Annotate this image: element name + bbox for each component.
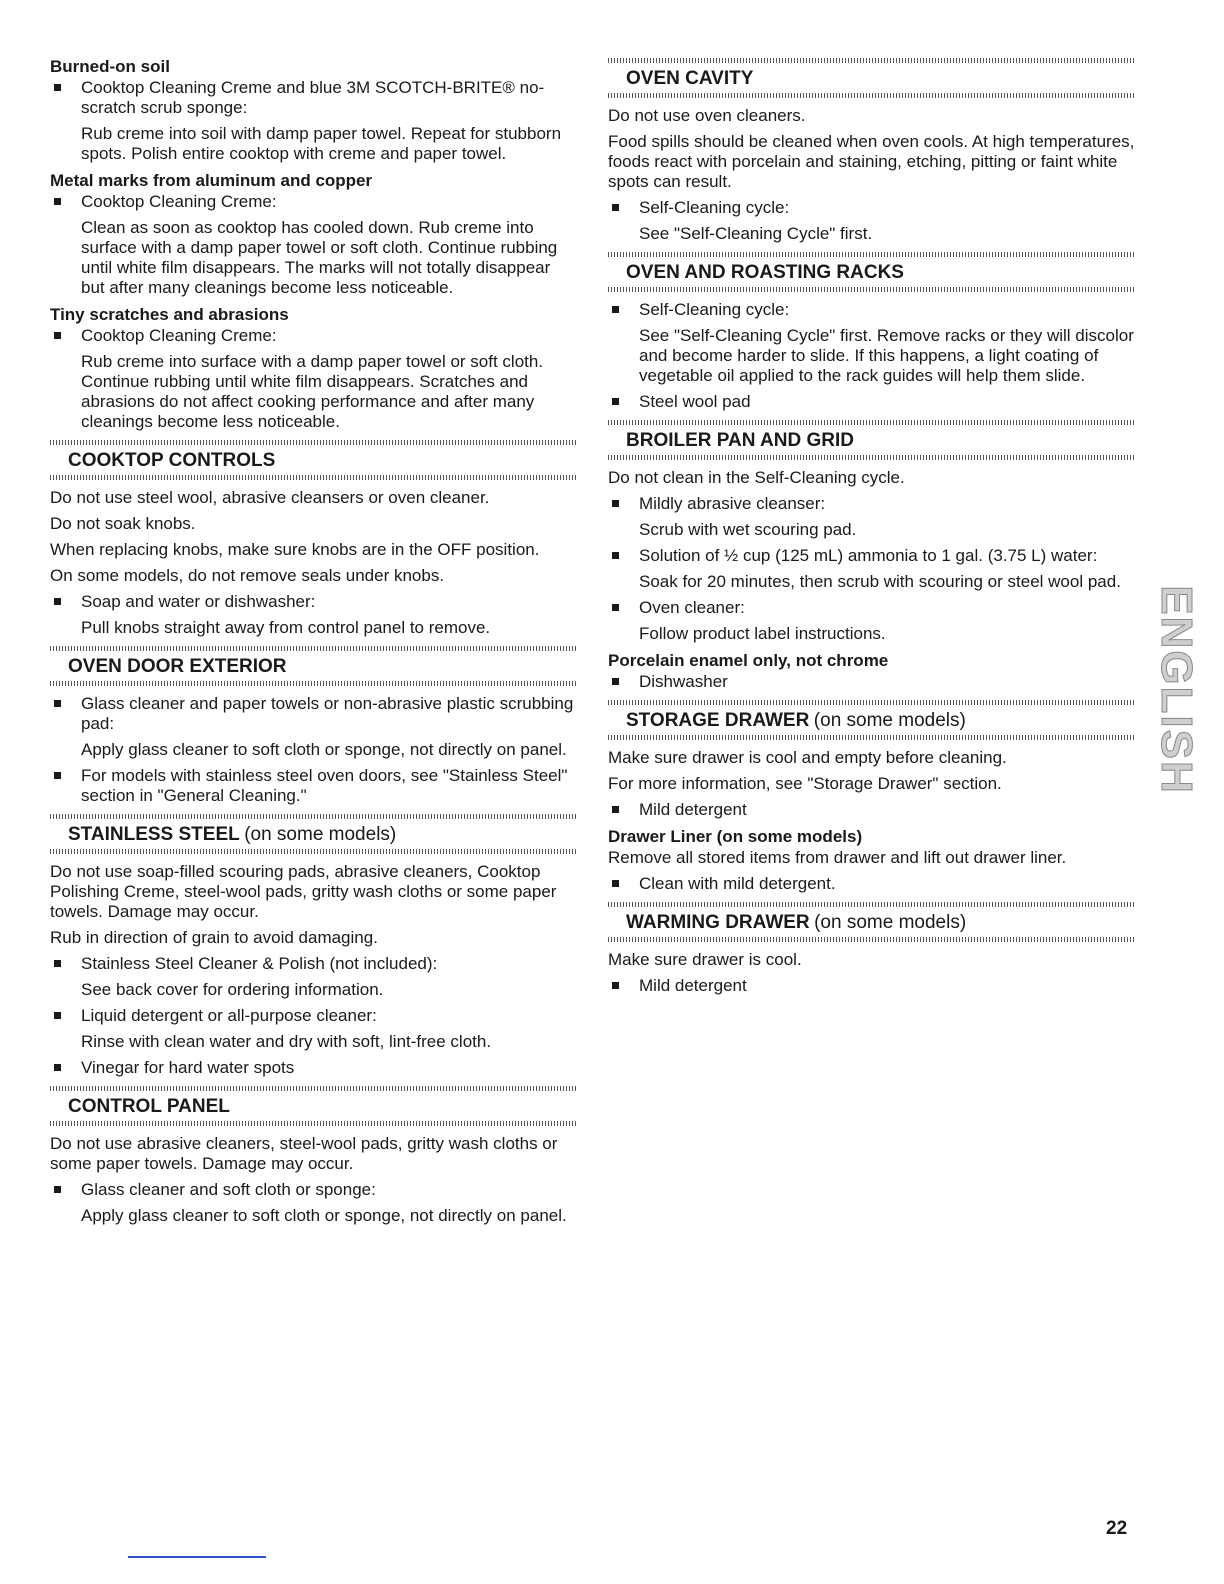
storage-section bbox=[608, 700, 1136, 894]
paragraph: On some models, do not remove seals under knobs. bbox=[50, 566, 445, 585]
bullet-item: Dishwasher bbox=[608, 672, 1136, 692]
bullet-item: Clean with mild detergent. bbox=[608, 874, 1136, 894]
language-label: ENGLISH bbox=[1152, 585, 1202, 795]
bullet-item: Cooktop Cleaning Creme: bbox=[50, 326, 576, 346]
bullet-item: Glass cleaner and paper towels or non-abrasive plastic scrubbing pad: bbox=[50, 694, 576, 734]
oven-door-section bbox=[50, 646, 576, 806]
stainless-section bbox=[50, 814, 576, 1078]
instruction-text: Scrub with wet scouring pad. bbox=[639, 520, 857, 539]
instruction-text: Soak for 20 minutes, then scrub with scouring or steel wool pad. bbox=[639, 572, 1121, 591]
bullet-item: Self-Cleaning cycle: bbox=[608, 300, 1136, 320]
right-column bbox=[608, 56, 1136, 1002]
oven-cavity-section bbox=[608, 58, 1136, 244]
instruction-text: See back cover for ordering information. bbox=[81, 980, 384, 999]
paragraph: When replacing knobs, make sure knobs are in the OFF position. bbox=[50, 540, 540, 559]
models-note: (on some models) bbox=[244, 824, 397, 845]
instruction-text: Rinse with clean water and dry with soft, lint-free cloth. bbox=[81, 1032, 492, 1051]
bullet-item: Steel wool pad bbox=[608, 392, 1136, 412]
bullet-item: Mild detergent bbox=[608, 800, 1136, 820]
warming-section bbox=[608, 902, 1136, 996]
paragraph: Do not use oven cleaners. bbox=[608, 106, 806, 125]
instruction-text: Clean as soon as cooktop has cooled down. Rub creme into surface with a damp paper towel or soft cloth. Continue rubbing until white film disappears. The marks will not totally disappear but after many cleanings become less noticeable. bbox=[81, 218, 558, 297]
paragraph: Do not use steel wool, abrasive cleansers or oven cleaner. bbox=[50, 488, 490, 507]
bullet-item: Cooktop Cleaning Creme and blue 3M SCOTCH-BRITE® no-scratch scrub sponge: bbox=[50, 78, 576, 118]
bullet-item: Vinegar for hard water spots bbox=[50, 1058, 576, 1078]
bullet-item: Soap and water or dishwasher: bbox=[50, 592, 576, 612]
paragraph: Make sure drawer is cool and empty before cleaning. bbox=[608, 748, 1007, 767]
oven-door-heading: OVEN DOOR EXTERIOR bbox=[68, 656, 287, 677]
instruction-text: Follow product label instructions. bbox=[639, 624, 886, 643]
section-heading bbox=[608, 252, 1136, 292]
page-number: 22 bbox=[1106, 1518, 1128, 1539]
section-heading bbox=[50, 646, 576, 686]
cooktop-controls-heading: COOKTOP CONTROLS bbox=[68, 450, 276, 471]
bullet-item: Self-Cleaning cycle: bbox=[608, 198, 1136, 218]
bullet-item: Mildly abrasive cleanser: bbox=[608, 494, 1136, 514]
bullet-item: Cooktop Cleaning Creme: bbox=[50, 192, 576, 212]
section-heading bbox=[608, 58, 1136, 98]
instruction-text: Rub creme into surface with a damp paper towel or soft cloth. Continue rubbing until white film disappears. Scratches and abrasions do not affect cooking performance and after many cleanings become less noticeable. bbox=[81, 352, 544, 431]
scratches-title: Tiny scratches and abrasions bbox=[50, 305, 289, 324]
paragraph: Rub in direction of grain to avoid damaging. bbox=[50, 928, 378, 947]
bullet-item: For models with stainless steel oven doors, see "Stainless Steel" section in "General Cleaning." bbox=[50, 766, 576, 806]
instruction-text: Rub creme into soil with damp paper towel. Repeat for stubborn spots. Polish entire cooktop with creme and paper towel. bbox=[81, 124, 562, 163]
bullet-item: Solution of ½ cup (125 mL) ammonia to 1 gal. (3.75 L) water: bbox=[608, 546, 1136, 566]
warming-heading: WARMING DRAWER bbox=[626, 912, 810, 933]
control-panel-section bbox=[50, 1086, 576, 1226]
paragraph: For more information, see "Storage Drawer" section. bbox=[608, 774, 1002, 793]
oven-cavity-heading: OVEN CAVITY bbox=[626, 68, 754, 89]
bullet-item: Glass cleaner and soft cloth or sponge: bbox=[50, 1180, 576, 1200]
paragraph: Do not use soap-filled scouring pads, abrasive cleaners, Cooktop Polishing Creme, steel-wool pads, gritty wash cloths or some paper towels. Damage may occur. bbox=[50, 862, 557, 921]
instruction-text: See "Self-Cleaning Cycle" first. bbox=[639, 224, 873, 243]
instruction-text: See "Self-Cleaning Cycle" first. Remove racks or they will discolor and become harder to slide. If this happens, a light coating of vegetable oil applied to the rack guides will help them slide. bbox=[639, 326, 1134, 385]
racks-heading: OVEN AND ROASTING RACKS bbox=[626, 262, 904, 283]
storage-heading: STORAGE DRAWER bbox=[626, 710, 810, 731]
instruction-text: Apply glass cleaner to soft cloth or sponge, not directly on panel. bbox=[81, 740, 567, 759]
left-column bbox=[50, 56, 576, 1232]
bullet-item: Mild detergent bbox=[608, 976, 1136, 996]
paragraph: Do not use abrasive cleaners, steel-wool pads, gritty wash cloths or some paper towels. Damage may occur. bbox=[50, 1134, 558, 1173]
bullet-item: Liquid detergent or all-purpose cleaner: bbox=[50, 1006, 576, 1026]
section-heading bbox=[608, 700, 1136, 740]
racks-section bbox=[608, 252, 1136, 412]
section-heading bbox=[608, 420, 1136, 460]
cooktop-controls-section bbox=[50, 440, 576, 638]
bullet-item: Oven cleaner: bbox=[608, 598, 1136, 618]
paragraph: Remove all stored items from drawer and lift out drawer liner. bbox=[608, 848, 1067, 867]
control-panel-heading: CONTROL PANEL bbox=[68, 1096, 230, 1117]
instruction-text: Apply glass cleaner to soft cloth or sponge, not directly on panel. bbox=[81, 1206, 567, 1225]
paragraph: Do not clean in the Self-Cleaning cycle. bbox=[608, 468, 905, 487]
broiler-section bbox=[608, 420, 1136, 692]
section-heading bbox=[50, 814, 576, 854]
broiler-heading: BROILER PAN AND GRID bbox=[626, 430, 854, 451]
paragraph: Make sure drawer is cool. bbox=[608, 950, 802, 969]
drawer-liner-subtitle: Drawer Liner (on some models) bbox=[608, 827, 863, 846]
paragraph: Do not soak knobs. bbox=[50, 514, 196, 533]
bullet-item: Stainless Steel Cleaner & Polish (not included): bbox=[50, 954, 576, 974]
porcelain-subtitle: Porcelain enamel only, not chrome bbox=[608, 651, 889, 670]
footer-link-underline bbox=[128, 1556, 266, 1558]
stainless-heading: STAINLESS STEEL bbox=[68, 824, 240, 845]
models-note: (on some models) bbox=[814, 912, 967, 933]
paragraph: Food spills should be cleaned when oven cools. At high temperatures, foods react with porcelain and staining, etching, pitting or faint white spots can result. bbox=[608, 132, 1135, 191]
section-heading bbox=[608, 902, 1136, 942]
section-heading bbox=[50, 440, 576, 480]
instruction-text: Pull knobs straight away from control panel to remove. bbox=[81, 618, 491, 637]
metal-marks-title: Metal marks from aluminum and copper bbox=[50, 171, 373, 190]
language-tab bbox=[1148, 560, 1204, 820]
burned-on-title: Burned-on soil bbox=[50, 57, 170, 76]
section-heading bbox=[50, 1086, 576, 1126]
models-note: (on some models) bbox=[813, 710, 966, 731]
